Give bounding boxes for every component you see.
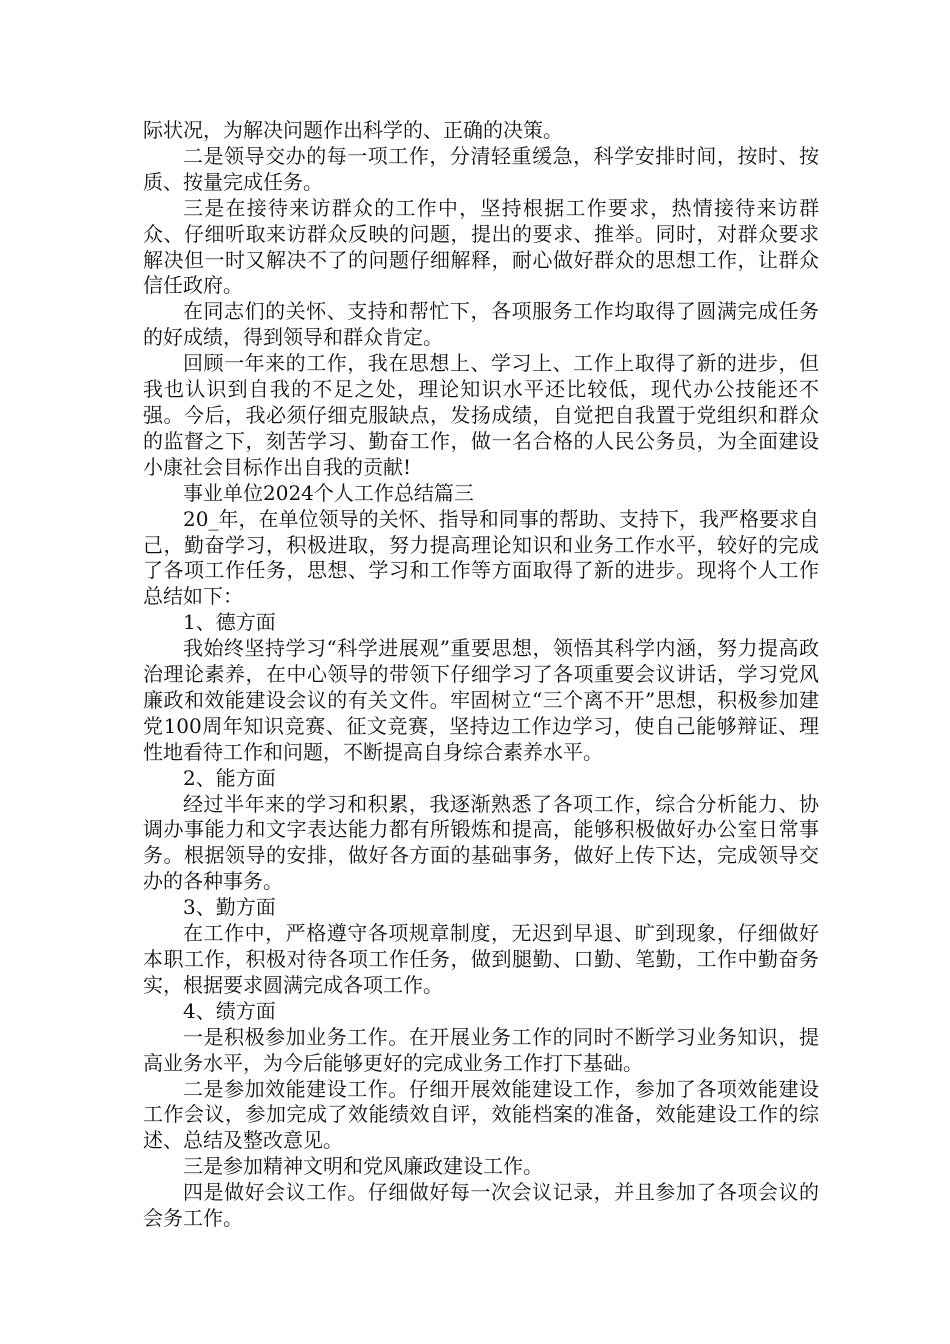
paragraph-5: 回顾一年来的工作，我在思想上、学习上、工作上取得了新的进步，但我也认识到自我的不足之处，理论知识水平还比较低，现代办公技能还不强。今后，我必须仔细克服缺点，发扬成绩，自觉把自我置于党组织和群众的监督之下，刻苦学习、勤奋工作，做一名合格的人民公务员，为全面建设小康社会目标作出自我的贡献! xyxy=(143,351,819,479)
document-page xyxy=(143,118,819,1232)
paragraph-performance-3: 三是参加精神文明和党风廉政建设工作。 xyxy=(183,1154,543,1179)
paragraph-performance-2: 二是参加效能建设工作。仔细开展效能建设工作，参加了各项效能建设工作会议，参加完成了效能绩效自评，效能档案的准备，效能建设工作的综述、总结及整改意见。 xyxy=(143,1076,819,1153)
paragraph-2: 二是领导交办的每一项工作，分清轻重缓急，科学安排时间，按时、按质、按量完成任务。 xyxy=(143,143,819,194)
paragraph-3: 三是在接待来访群众的工作中，坚持根据工作要求，热情接待来访群众、仔细听取来访群众反映的问题，提出的要求、推举。同时，对群众要求解决但一时又解决不了的问题仔细解释，耐心做好群众的思想工作，让群众信任政府。 xyxy=(143,195,819,298)
heading-ability: 2、能方面 xyxy=(183,765,276,790)
heading-diligence: 3、勤方面 xyxy=(183,895,276,920)
paragraph-intro: 20_年，在单位领导的关怀、指导和同事的帮助、支持下，我严格要求自己，勤奋学习，积极进取，努力提高理论知识和业务工作水平，较好的完成了各项工作任务，思想、学习和工作等方面取得了新的进步。现将个人工作总结如下： xyxy=(143,506,819,609)
paragraph-performance-1: 一是积极参加业务工作。在开展业务工作的同时不断学习业务知识，提高业务水平，为今后能够更好的完成业务工作打下基础。 xyxy=(143,1024,819,1075)
paragraph-morality: 我始终坚持学习“科学进展观”重要思想，领悟其科学内涵，努力提高政治理论素养，在中心领导的带领下仔细学习了各项重要会议讲话，学习党风廉政和效能建设会议的有关文件。牢固树立“三个离不开”思想，积极参加建党100周年知识竞赛、征文竞赛，坚持边工作边学习，使自己能够辩证、理性地看待工作和问题，不断提高自身综合素养水平。 xyxy=(143,636,819,764)
paragraph-1: 际状况，为解决问题作出科学的、正确的决策。 xyxy=(143,118,563,142)
paragraph-diligence: 在工作中，严格遵守各项规章制度，无迟到早退、旷到现象，仔细做好本职工作，积极对待各项工作任务，做到腿勤、口勤、笔勤，工作中勤奋务实，根据要求圆满完成各项工作。 xyxy=(143,921,819,997)
paragraph-performance-4: 四是做好会议工作。仔细做好每一次会议记录，并且参加了各项会议的会务工作。 xyxy=(143,1180,819,1231)
paragraph-4: 在同志们的关怀、支持和帮忙下，各项服务工作均取得了圆满完成任务的好成绩，得到领导和群众肯定。 xyxy=(143,299,819,350)
heading-morality: 1、德方面 xyxy=(183,610,276,635)
paragraph-ability: 经过半年来的学习和积累，我逐渐熟悉了各项工作，综合分析能力、协调办事能力和文字表达能力都有所锻炼和提高，能够积极做好办公室日常事务。根据领导的安排，做好各方面的基础事务，做好上传下达，完成领导交办的各种事务。 xyxy=(143,791,819,894)
section-title: 事业单位2024个人工作总结篇三 xyxy=(183,480,474,505)
heading-performance: 4、绩方面 xyxy=(183,998,276,1023)
